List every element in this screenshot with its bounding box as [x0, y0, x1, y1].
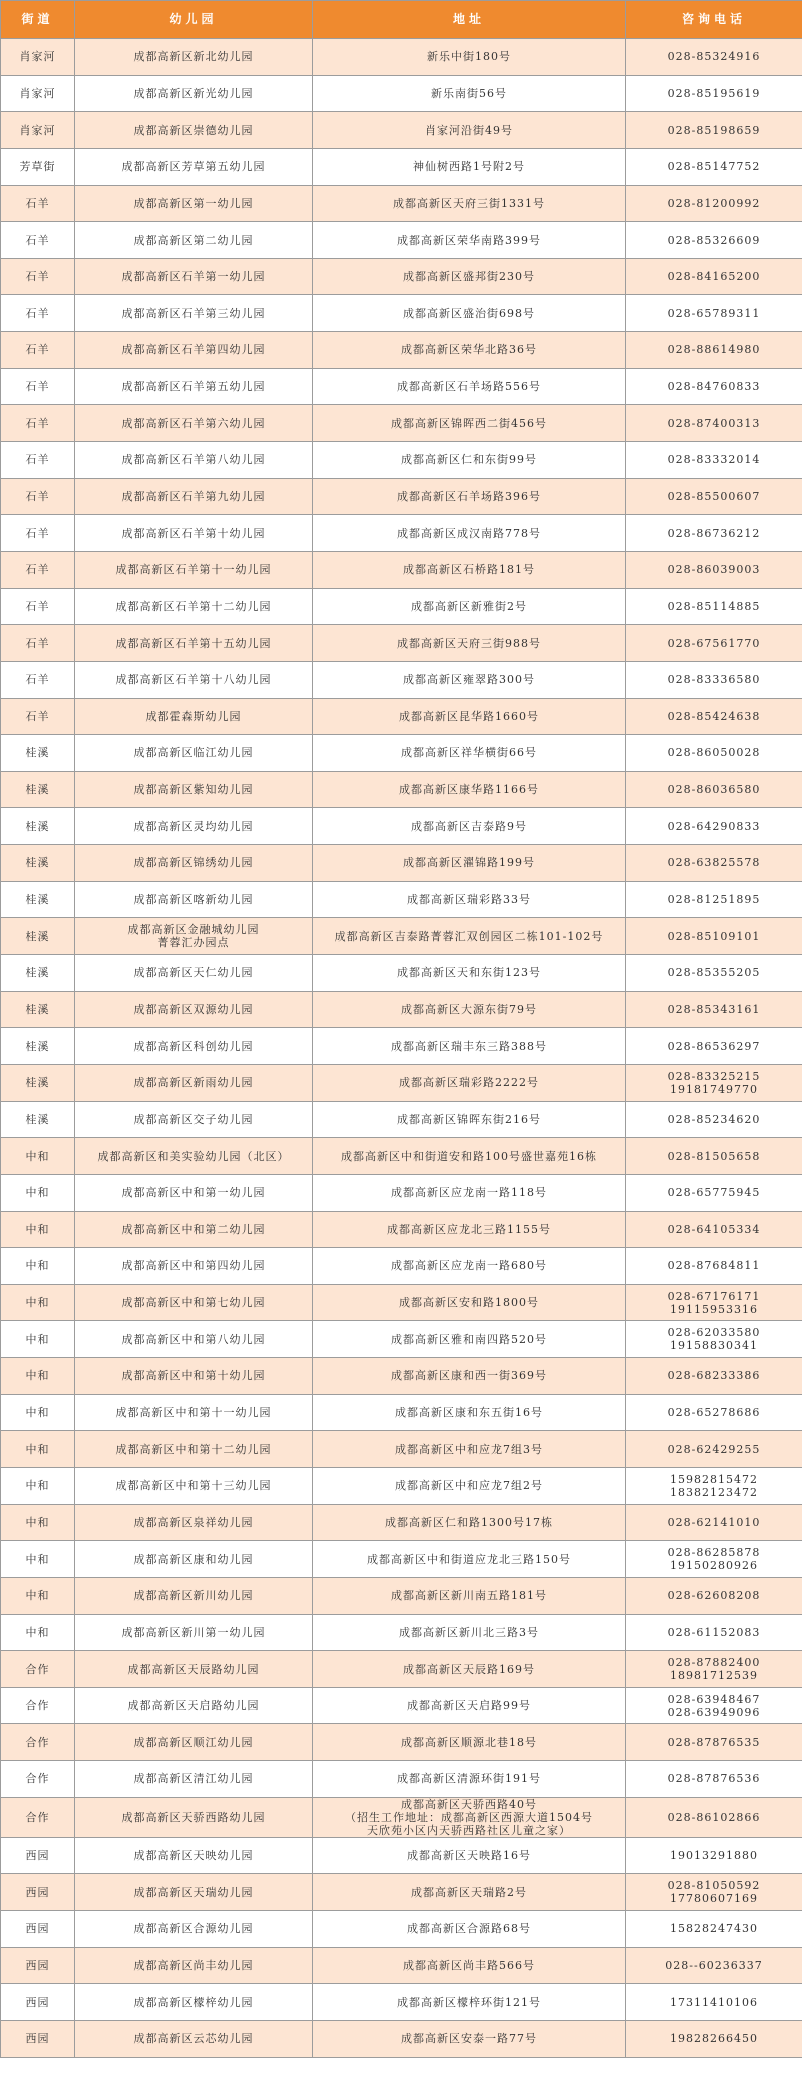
table-body: [1, 39, 802, 2058]
kindergarten-name-cell: 成都高新区石羊第十八幼儿园: [75, 661, 313, 698]
street-cell: 中和: [1, 1431, 75, 1468]
table-row: [1, 1577, 802, 1614]
address-cell: 成都高新区吉泰路菁蓉汇双创园区二栋101-102号: [313, 918, 626, 955]
phone-cell: 028-86050028: [626, 735, 802, 772]
table-row: [1, 332, 802, 369]
phone-cell: 17311410106: [626, 1984, 802, 2021]
phone-cell: 028-81200992: [626, 185, 802, 222]
kindergarten-name-cell: 成都高新区石羊第十五幼儿园: [75, 625, 313, 662]
street-cell: 石羊: [1, 368, 75, 405]
address-cell: 成都高新区成汉南路778号: [313, 515, 626, 552]
address-cell: 成都高新区新雅街2号: [313, 588, 626, 625]
kindergarten-name-cell: 成都高新区石羊第八幼儿园: [75, 442, 313, 479]
kindergarten-name-cell: 成都高新区石羊第四幼儿园: [75, 332, 313, 369]
kindergarten-name-cell: 成都高新区中和第四幼儿园: [75, 1248, 313, 1285]
table-row: [1, 2020, 802, 2057]
kindergarten-name-cell: 成都高新区天启路幼儿园: [75, 1687, 313, 1724]
address-cell: 成都高新区中和应龙7组3号: [313, 1431, 626, 1468]
street-cell: 西园: [1, 1984, 75, 2021]
table-row: [1, 39, 802, 76]
address-cell: 成都高新区中和应龙7组2号: [313, 1467, 626, 1504]
street-cell: 中和: [1, 1394, 75, 1431]
address-cell: 成都高新区顺源北巷18号: [313, 1724, 626, 1761]
address-cell: 成都高新区祥华横街66号: [313, 735, 626, 772]
address-cell: 成都高新区锦晖东街216号: [313, 1101, 626, 1138]
phone-cell: 028-85114885: [626, 588, 802, 625]
phone-cell: 028-85500607: [626, 478, 802, 515]
address-cell: 成都高新区尚丰路566号: [313, 1947, 626, 1984]
street-cell: 石羊: [1, 551, 75, 588]
phone-cell: 028-85198659: [626, 112, 802, 149]
table-row: [1, 1614, 802, 1651]
street-cell: 中和: [1, 1541, 75, 1578]
table-row: [1, 1651, 802, 1688]
address-cell: 成都高新区濯锦路199号: [313, 845, 626, 882]
address-cell: 成都高新区荣华南路399号: [313, 222, 626, 259]
kindergarten-name-cell: 成都高新区双源幼儿园: [75, 991, 313, 1028]
phone-cell: 028-61152083: [626, 1614, 802, 1651]
street-cell: 中和: [1, 1248, 75, 1285]
street-cell: 桂溪: [1, 1064, 75, 1101]
street-cell: 桂溪: [1, 991, 75, 1028]
street-cell: 桂溪: [1, 1028, 75, 1065]
table-row: [1, 1394, 802, 1431]
phone-cell: 028-62429255: [626, 1431, 802, 1468]
kindergarten-name-cell: 成都高新区中和第七幼儿园: [75, 1284, 313, 1321]
street-cell: 合作: [1, 1761, 75, 1798]
table-row: [1, 295, 802, 332]
street-cell: 中和: [1, 1174, 75, 1211]
kindergarten-name-cell: 成都高新区天骄西路幼儿园: [75, 1797, 313, 1837]
phone-cell: 19828266450: [626, 2020, 802, 2057]
kindergarten-name-cell: 成都高新区天瑞幼儿园: [75, 1874, 313, 1911]
street-cell: 肖家河: [1, 75, 75, 112]
table-row: [1, 1138, 802, 1175]
phone-cell: 15982815472 18382123472: [626, 1467, 802, 1504]
address-cell: 成都高新区昆华路1660号: [313, 698, 626, 735]
address-cell: 成都高新区吉泰路9号: [313, 808, 626, 845]
kindergarten-name-cell: 成都高新区中和第八幼儿园: [75, 1321, 313, 1358]
table-row: [1, 1064, 802, 1101]
street-cell: 石羊: [1, 222, 75, 259]
kindergarten-name-cell: 成都高新区金融城幼儿园 菁蓉汇办园点: [75, 918, 313, 955]
table-row: [1, 1431, 802, 1468]
address-cell: 成都高新区雅和南四路520号: [313, 1321, 626, 1358]
phone-cell: 028-68233386: [626, 1358, 802, 1395]
phone-cell: 15828247430: [626, 1911, 802, 1948]
kindergarten-name-cell: 成都高新区科创幼儿园: [75, 1028, 313, 1065]
kindergarten-name-cell: 成都高新区新雨幼儿园: [75, 1064, 313, 1101]
phone-cell: 028-87882400 18981712539: [626, 1651, 802, 1688]
phone-cell: 028-81050592 17780607169: [626, 1874, 802, 1911]
address-cell: 新乐中街180号: [313, 39, 626, 76]
street-cell: 桂溪: [1, 808, 75, 845]
phone-cell: 028-86736212: [626, 515, 802, 552]
address-cell: 成都高新区荣华北路36号: [313, 332, 626, 369]
kindergarten-name-cell: 成都高新区中和第一幼儿园: [75, 1174, 313, 1211]
table-row: [1, 258, 802, 295]
table-row: [1, 442, 802, 479]
table-row: [1, 918, 802, 955]
table-row: [1, 1028, 802, 1065]
address-cell: 成都高新区安和路1800号: [313, 1284, 626, 1321]
table-row: [1, 1874, 802, 1911]
street-cell: 桂溪: [1, 735, 75, 772]
phone-cell: 028-63825578: [626, 845, 802, 882]
kindergarten-name-cell: 成都高新区康和幼儿园: [75, 1541, 313, 1578]
street-cell: 石羊: [1, 258, 75, 295]
kindergarten-name-cell: 成都高新区天辰路幼儿园: [75, 1651, 313, 1688]
address-cell: 成都高新区安泰一路77号: [313, 2020, 626, 2057]
table-row: [1, 808, 802, 845]
kindergarten-name-cell: 成都高新区石羊第五幼儿园: [75, 368, 313, 405]
header-phone: 咨询电话: [626, 1, 802, 39]
street-cell: 石羊: [1, 332, 75, 369]
kindergarten-name-cell: 成都高新区石羊第一幼儿园: [75, 258, 313, 295]
street-cell: 桂溪: [1, 771, 75, 808]
kindergarten-name-cell: 成都高新区和美实验幼儿园（北区）: [75, 1138, 313, 1175]
table-row: [1, 1504, 802, 1541]
kindergarten-name-cell: 成都高新区交子幼儿园: [75, 1101, 313, 1138]
header-address: 地址: [313, 1, 626, 39]
street-cell: 桂溪: [1, 881, 75, 918]
street-cell: 石羊: [1, 295, 75, 332]
address-cell: 成都高新区瑞丰东三路388号: [313, 1028, 626, 1065]
phone-cell: 028-63948467 028-63949096: [626, 1687, 802, 1724]
phone-cell: 028-65775945: [626, 1174, 802, 1211]
kindergarten-name-cell: 成都高新区石羊第九幼儿园: [75, 478, 313, 515]
kindergarten-name-cell: 成都高新区天仁幼儿园: [75, 955, 313, 992]
address-cell: 成都高新区仁和路1300号17栋: [313, 1504, 626, 1541]
street-cell: 中和: [1, 1467, 75, 1504]
street-cell: 石羊: [1, 515, 75, 552]
kindergarten-name-cell: 成都高新区锦绣幼儿园: [75, 845, 313, 882]
table-row: [1, 1284, 802, 1321]
address-cell: 成都高新区仁和东街99号: [313, 442, 626, 479]
table-row: [1, 1101, 802, 1138]
address-cell: 成都高新区康华路1166号: [313, 771, 626, 808]
phone-cell: 028-67561770: [626, 625, 802, 662]
address-cell: 成都高新区盛邦街230号: [313, 258, 626, 295]
phone-cell: 028-86536297: [626, 1028, 802, 1065]
street-cell: 中和: [1, 1138, 75, 1175]
table-row: [1, 698, 802, 735]
street-cell: 桂溪: [1, 845, 75, 882]
table-row: [1, 1984, 802, 2021]
phone-cell: 028--60236337: [626, 1947, 802, 1984]
table-row: [1, 1248, 802, 1285]
table-row: [1, 991, 802, 1028]
street-cell: 芳草街: [1, 148, 75, 185]
header-kindergarten: 幼儿园: [75, 1, 313, 39]
street-cell: 中和: [1, 1358, 75, 1395]
table-row: [1, 1761, 802, 1798]
kindergarten-name-cell: 成都高新区合源幼儿园: [75, 1911, 313, 1948]
kindergarten-name-cell: 成都高新区天映幼儿园: [75, 1837, 313, 1874]
table-row: [1, 1358, 802, 1395]
phone-cell: 028-87684811: [626, 1248, 802, 1285]
phone-cell: 028-84760833: [626, 368, 802, 405]
phone-cell: 028-87876535: [626, 1724, 802, 1761]
kindergarten-name-cell: 成都高新区中和第十二幼儿园: [75, 1431, 313, 1468]
street-cell: 西园: [1, 1911, 75, 1948]
street-cell: 石羊: [1, 698, 75, 735]
street-cell: 中和: [1, 1577, 75, 1614]
table-row: [1, 1687, 802, 1724]
street-cell: 中和: [1, 1614, 75, 1651]
address-cell: 成都高新区锦晖西二街456号: [313, 405, 626, 442]
street-cell: 中和: [1, 1284, 75, 1321]
table-row: [1, 588, 802, 625]
table-row: [1, 148, 802, 185]
address-cell: 新乐南街56号: [313, 75, 626, 112]
table-row: [1, 1797, 802, 1837]
address-cell: 成都高新区天骄西路40号 （招生工作地址：成都高新区西源大道1504号 天欣苑小区内天骄西路社区儿童之家）: [313, 1797, 626, 1837]
address-cell: 成都高新区康和东五街16号: [313, 1394, 626, 1431]
table-row: [1, 1947, 802, 1984]
kindergarten-name-cell: 成都高新区石羊第十一幼儿园: [75, 551, 313, 588]
phone-cell: 028-83325215 19181749770: [626, 1064, 802, 1101]
table-row: [1, 515, 802, 552]
address-cell: 成都高新区石羊场路396号: [313, 478, 626, 515]
kindergarten-name-cell: 成都高新区石羊第六幼儿园: [75, 405, 313, 442]
table-row: [1, 185, 802, 222]
address-cell: 成都高新区瑞彩路2222号: [313, 1064, 626, 1101]
table-row: [1, 1211, 802, 1248]
phone-cell: 028-87400313: [626, 405, 802, 442]
kindergarten-name-cell: 成都高新区中和第十三幼儿园: [75, 1467, 313, 1504]
phone-cell: 028-62141010: [626, 1504, 802, 1541]
street-cell: 合作: [1, 1687, 75, 1724]
street-cell: 西园: [1, 2020, 75, 2057]
address-cell: 成都高新区天府三街1331号: [313, 185, 626, 222]
street-cell: 肖家河: [1, 112, 75, 149]
address-cell: 成都高新区天辰路169号: [313, 1651, 626, 1688]
table-row: [1, 222, 802, 259]
table-row: [1, 771, 802, 808]
phone-cell: 028-85234620: [626, 1101, 802, 1138]
phone-cell: 028-81251895: [626, 881, 802, 918]
kindergarten-name-cell: 成都高新区芳草第五幼儿园: [75, 148, 313, 185]
kindergarten-name-cell: 成都高新区石羊第三幼儿园: [75, 295, 313, 332]
table-row: [1, 845, 802, 882]
kindergarten-name-cell: 成都高新区中和第二幼儿园: [75, 1211, 313, 1248]
kindergarten-name-cell: 成都高新区尚丰幼儿园: [75, 1947, 313, 1984]
street-cell: 西园: [1, 1874, 75, 1911]
phone-cell: 028-62608208: [626, 1577, 802, 1614]
kindergarten-name-cell: 成都高新区紫知幼儿园: [75, 771, 313, 808]
phone-cell: 028-88614980: [626, 332, 802, 369]
phone-cell: 028-85355205: [626, 955, 802, 992]
phone-cell: 028-65278686: [626, 1394, 802, 1431]
street-cell: 西园: [1, 1837, 75, 1874]
phone-cell: 19013291880: [626, 1837, 802, 1874]
kindergarten-name-cell: 成都高新区第一幼儿园: [75, 185, 313, 222]
street-cell: 桂溪: [1, 1101, 75, 1138]
table-row: [1, 1174, 802, 1211]
street-cell: 肖家河: [1, 39, 75, 76]
address-cell: 成都高新区天和东街123号: [313, 955, 626, 992]
kindergarten-name-cell: 成都高新区新北幼儿园: [75, 39, 313, 76]
kindergarten-name-cell: 成都高新区灵均幼儿园: [75, 808, 313, 845]
phone-cell: 028-85424638: [626, 698, 802, 735]
phone-cell: 028-86102866: [626, 1797, 802, 1837]
table-row: [1, 478, 802, 515]
table-row: [1, 881, 802, 918]
address-cell: 成都高新区天启路99号: [313, 1687, 626, 1724]
street-cell: 中和: [1, 1211, 75, 1248]
table-row: [1, 1467, 802, 1504]
phone-cell: 028-85326609: [626, 222, 802, 259]
phone-cell: 028-67176171 19115953316: [626, 1284, 802, 1321]
street-cell: 西园: [1, 1947, 75, 1984]
phone-cell: 028-85343161: [626, 991, 802, 1028]
table-header: [1, 1, 802, 39]
table-row: [1, 735, 802, 772]
address-cell: 肖家河沿街49号: [313, 112, 626, 149]
street-cell: 合作: [1, 1651, 75, 1688]
street-cell: 石羊: [1, 588, 75, 625]
phone-cell: 028-86285878 19150280926: [626, 1541, 802, 1578]
address-cell: 成都高新区天府三街988号: [313, 625, 626, 662]
street-cell: 石羊: [1, 478, 75, 515]
address-cell: 成都高新区石桥路181号: [313, 551, 626, 588]
address-cell: 神仙树西路1号附2号: [313, 148, 626, 185]
street-cell: 中和: [1, 1504, 75, 1541]
address-cell: 成都高新区天瑞路2号: [313, 1874, 626, 1911]
table-row: [1, 368, 802, 405]
kindergarten-name-cell: 成都高新区石羊第十二幼儿园: [75, 588, 313, 625]
address-cell: 成都高新区瑞彩路33号: [313, 881, 626, 918]
kindergarten-name-cell: 成都高新区中和第十一幼儿园: [75, 1394, 313, 1431]
phone-cell: 028-85147752: [626, 148, 802, 185]
phone-cell: 028-83336580: [626, 661, 802, 698]
address-cell: 成都高新区雍翠路300号: [313, 661, 626, 698]
address-cell: 成都高新区中和街道应龙北三路150号: [313, 1541, 626, 1578]
phone-cell: 028-85324916: [626, 39, 802, 76]
table-row: [1, 1321, 802, 1358]
header-row: [1, 1, 802, 39]
street-cell: 合作: [1, 1724, 75, 1761]
kindergarten-name-cell: 成都高新区新川幼儿园: [75, 1577, 313, 1614]
kindergarten-name-cell: 成都高新区临江幼儿园: [75, 735, 313, 772]
kindergarten-name-cell: 成都高新区石羊第十幼儿园: [75, 515, 313, 552]
kindergarten-name-cell: 成都高新区檬梓幼儿园: [75, 1984, 313, 2021]
header-street: 街道: [1, 1, 75, 39]
address-cell: 成都高新区大源东街79号: [313, 991, 626, 1028]
table-row: [1, 955, 802, 992]
street-cell: 石羊: [1, 185, 75, 222]
street-cell: 桂溪: [1, 955, 75, 992]
phone-cell: 028-87876536: [626, 1761, 802, 1798]
address-cell: 成都高新区应龙南一路118号: [313, 1174, 626, 1211]
address-cell: 成都高新区石羊场路556号: [313, 368, 626, 405]
phone-cell: 028-81505658: [626, 1138, 802, 1175]
street-cell: 石羊: [1, 661, 75, 698]
phone-cell: 028-86036580: [626, 771, 802, 808]
kindergarten-name-cell: 成都高新区清江幼儿园: [75, 1761, 313, 1798]
table-row: [1, 1837, 802, 1874]
table-row: [1, 405, 802, 442]
street-cell: 合作: [1, 1797, 75, 1837]
address-cell: 成都高新区应龙南一路680号: [313, 1248, 626, 1285]
kindergarten-name-cell: 成都高新区云芯幼儿园: [75, 2020, 313, 2057]
kindergarten-name-cell: 成都高新区顺江幼儿园: [75, 1724, 313, 1761]
street-cell: 石羊: [1, 405, 75, 442]
address-cell: 成都高新区康和西一街369号: [313, 1358, 626, 1395]
kindergarten-name-cell: 成都高新区新光幼儿园: [75, 75, 313, 112]
phone-cell: 028-62033580 19158830341: [626, 1321, 802, 1358]
kindergarten-name-cell: 成都霍森斯幼儿园: [75, 698, 313, 735]
kindergarten-name-cell: 成都高新区崇德幼儿园: [75, 112, 313, 149]
address-cell: 成都高新区新川南五路181号: [313, 1577, 626, 1614]
table-row: [1, 75, 802, 112]
street-cell: 石羊: [1, 625, 75, 662]
street-cell: 中和: [1, 1321, 75, 1358]
phone-cell: 028-83332014: [626, 442, 802, 479]
address-cell: 成都高新区清源环街191号: [313, 1761, 626, 1798]
kindergarten-name-cell: 成都高新区新川第一幼儿园: [75, 1614, 313, 1651]
phone-cell: 028-64105334: [626, 1211, 802, 1248]
address-cell: 成都高新区合源路68号: [313, 1911, 626, 1948]
kindergarten-name-cell: 成都高新区喀新幼儿园: [75, 881, 313, 918]
kindergarten-name-cell: 成都高新区中和第十幼儿园: [75, 1358, 313, 1395]
phone-cell: 028-86039003: [626, 551, 802, 588]
address-cell: 成都高新区中和街道安和路100号盛世嘉苑16栋: [313, 1138, 626, 1175]
phone-cell: 028-85195619: [626, 75, 802, 112]
table-row: [1, 1724, 802, 1761]
kindergarten-name-cell: 成都高新区泉祥幼儿园: [75, 1504, 313, 1541]
address-cell: 成都高新区檬梓环街121号: [313, 1984, 626, 2021]
phone-cell: 028-65789311: [626, 295, 802, 332]
table-row: [1, 661, 802, 698]
phone-cell: 028-85109101: [626, 918, 802, 955]
street-cell: 桂溪: [1, 918, 75, 955]
phone-cell: 028-64290833: [626, 808, 802, 845]
table-row: [1, 1911, 802, 1948]
phone-cell: 028-84165200: [626, 258, 802, 295]
table-row: [1, 625, 802, 662]
address-cell: 成都高新区天映路16号: [313, 1837, 626, 1874]
table-row: [1, 1541, 802, 1578]
table-row: [1, 551, 802, 588]
address-cell: 成都高新区盛治街698号: [313, 295, 626, 332]
kindergarten-name-cell: 成都高新区第二幼儿园: [75, 222, 313, 259]
street-cell: 石羊: [1, 442, 75, 479]
address-cell: 成都高新区新川北三路3号: [313, 1614, 626, 1651]
address-cell: 成都高新区应龙北三路1155号: [313, 1211, 626, 1248]
table-row: [1, 112, 802, 149]
